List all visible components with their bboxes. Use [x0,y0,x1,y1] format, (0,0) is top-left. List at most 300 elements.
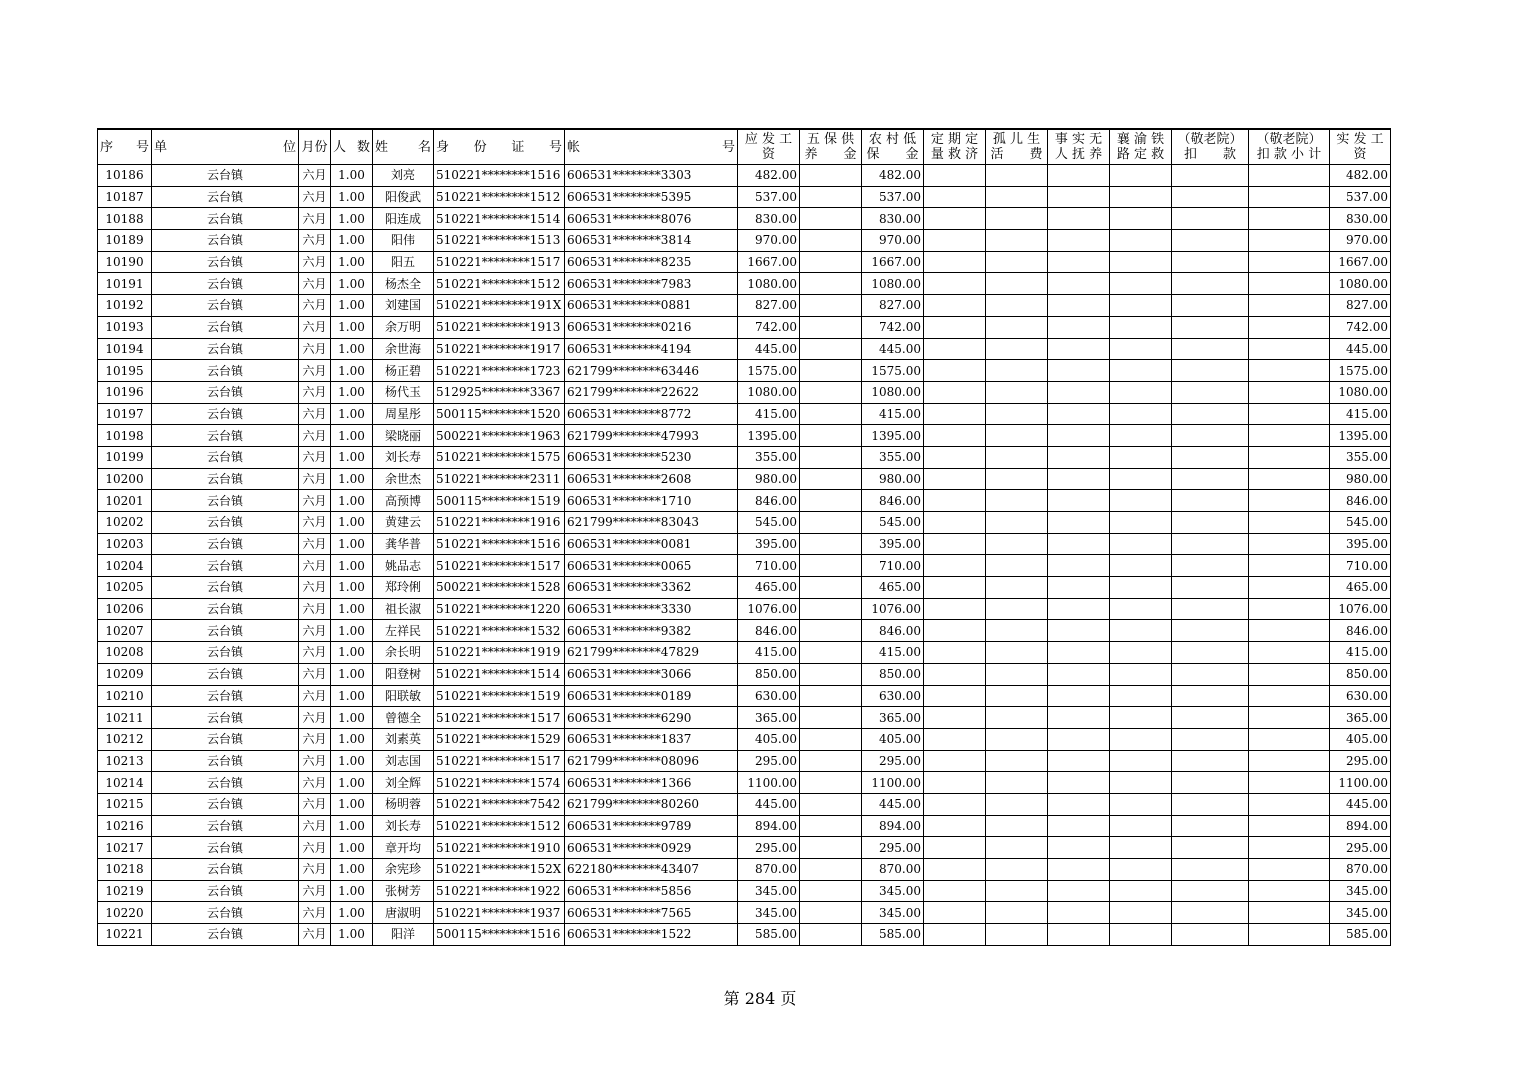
cell-unit: 云台镇 [152,425,299,447]
cell-count: 1.00 [331,772,373,794]
cell-deduction-subtotal [1249,316,1330,338]
cell-gross-pay: 445.00 [738,793,800,815]
cell-relief [924,728,986,750]
cell-deduction-subtotal [1249,728,1330,750]
cell-relief [924,750,986,772]
table-row [98,772,1391,794]
cell-id: 510221********1514 [434,208,565,230]
table-row [98,555,1391,577]
cell-relief [924,685,986,707]
cell-month: 六月 [299,728,331,750]
cell-dibao: 445.00 [862,338,924,360]
cell-wubao [800,251,862,273]
cell-id: 510221********1517 [434,251,565,273]
cell-month: 六月 [299,273,331,295]
cell-id: 510221********1919 [434,642,565,664]
cell-seq: 10212 [98,728,152,750]
cell-deduction-subtotal [1249,620,1330,642]
cell-deduction-subtotal [1249,273,1330,295]
cell-gross-pay: 1395.00 [738,425,800,447]
cell-month: 六月 [299,186,331,208]
cell-month: 六月 [299,642,331,664]
cell-relief [924,425,986,447]
cell-railway [1110,403,1172,425]
cell-wubao [800,685,862,707]
cell-unit: 云台镇 [152,924,299,946]
cell-seq: 10216 [98,815,152,837]
cell-orphan [986,577,1048,599]
cell-deduction-subtotal [1249,165,1330,187]
cell-deduction [1172,837,1249,859]
cell-name: 阳连成 [373,208,434,230]
cell-name: 周星彤 [373,403,434,425]
cell-gross-pay: 850.00 [738,663,800,685]
cell-account: 606531********3362 [565,577,738,599]
cell-relief [924,620,986,642]
cell-seq: 10205 [98,577,152,599]
cell-unit: 云台镇 [152,230,299,252]
cell-month: 六月 [299,230,331,252]
cell-id: 510221********1937 [434,902,565,924]
cell-unsupported [1048,490,1110,512]
table-row [98,663,1391,685]
cell-net-pay: 295.00 [1330,750,1391,772]
cell-name: 余世海 [373,338,434,360]
cell-wubao [800,555,862,577]
cell-railway [1110,815,1172,837]
cell-gross-pay: 482.00 [738,165,800,187]
cell-account: 606531********7983 [565,273,738,295]
cell-wubao [800,707,862,729]
col-header-net-pay [1330,129,1391,165]
cell-net-pay: 1080.00 [1330,273,1391,295]
cell-seq: 10190 [98,251,152,273]
cell-dibao: 1076.00 [862,598,924,620]
cell-month: 六月 [299,468,331,490]
cell-id: 510221********1723 [434,360,565,382]
cell-orphan [986,446,1048,468]
cell-id: 510221********1529 [434,728,565,750]
page-number: 第 284 页 [723,989,797,1008]
cell-unit: 云台镇 [152,512,299,534]
cell-unsupported [1048,186,1110,208]
cell-account: 606531********2608 [565,468,738,490]
cell-dibao: 585.00 [862,924,924,946]
cell-unit: 云台镇 [152,837,299,859]
col-header-orphan [986,129,1048,165]
cell-deduction [1172,230,1249,252]
cell-deduction [1172,685,1249,707]
cell-deduction [1172,598,1249,620]
cell-seq: 10192 [98,295,152,317]
cell-id: 510221********1513 [434,230,565,252]
cell-deduction-subtotal [1249,577,1330,599]
table-row [98,381,1391,403]
cell-gross-pay: 365.00 [738,707,800,729]
cell-deduction [1172,728,1249,750]
cell-count: 1.00 [331,425,373,447]
col-header-unsupported-label: 事 实 无 人 抚 养 [1054,132,1103,162]
cell-id: 510221********152X [434,859,565,881]
cell-gross-pay: 537.00 [738,186,800,208]
cell-id: 510221********7542 [434,793,565,815]
col-header-name [373,129,434,165]
cell-wubao [800,837,862,859]
cell-dibao: 1080.00 [862,381,924,403]
cell-unit: 云台镇 [152,859,299,881]
cell-relief [924,555,986,577]
cell-count: 1.00 [331,208,373,230]
cell-count: 1.00 [331,815,373,837]
cell-count: 1.00 [331,360,373,382]
cell-railway [1110,273,1172,295]
cell-wubao [800,859,862,881]
cell-id: 510221********1922 [434,880,565,902]
cell-id: 510221********1516 [434,533,565,555]
cell-wubao [800,446,862,468]
cell-month: 六月 [299,533,331,555]
cell-unsupported [1048,728,1110,750]
table-row [98,642,1391,664]
cell-id: 510221********1514 [434,663,565,685]
cell-relief [924,381,986,403]
cell-railway [1110,685,1172,707]
cell-orphan [986,750,1048,772]
cell-name: 阳联敏 [373,685,434,707]
cell-net-pay: 846.00 [1330,490,1391,512]
table-row [98,837,1391,859]
cell-count: 1.00 [331,577,373,599]
cell-gross-pay: 1100.00 [738,772,800,794]
cell-deduction [1172,663,1249,685]
cell-gross-pay: 870.00 [738,859,800,881]
cell-name: 祖长淑 [373,598,434,620]
cell-account: 606531********8772 [565,403,738,425]
cell-name: 阳洋 [373,924,434,946]
cell-id: 510221********191X [434,295,565,317]
cell-wubao [800,902,862,924]
cell-gross-pay: 345.00 [738,902,800,924]
cell-deduction [1172,859,1249,881]
cell-deduction [1172,512,1249,534]
cell-unit: 云台镇 [152,663,299,685]
col-header-month-label: 月份 [301,139,328,155]
col-header-dibao [862,129,924,165]
cell-orphan [986,490,1048,512]
cell-net-pay: 415.00 [1330,403,1391,425]
cell-unsupported [1048,642,1110,664]
cell-net-pay: 545.00 [1330,512,1391,534]
cell-wubao [800,512,862,534]
cell-net-pay: 846.00 [1330,620,1391,642]
cell-unit: 云台镇 [152,620,299,642]
table-row [98,512,1391,534]
col-header-gross-pay [738,129,800,165]
cell-net-pay: 1395.00 [1330,425,1391,447]
cell-railway [1110,707,1172,729]
cell-relief [924,533,986,555]
cell-account: 606531********9382 [565,620,738,642]
cell-net-pay: 850.00 [1330,663,1391,685]
cell-name: 余长明 [373,642,434,664]
cell-dibao: 630.00 [862,685,924,707]
cell-count: 1.00 [331,707,373,729]
cell-gross-pay: 830.00 [738,208,800,230]
cell-unsupported [1048,793,1110,815]
cell-month: 六月 [299,880,331,902]
cell-name: 阳伟 [373,230,434,252]
table-row [98,707,1391,729]
cell-account: 606531********0081 [565,533,738,555]
cell-gross-pay: 415.00 [738,403,800,425]
cell-dibao: 846.00 [862,490,924,512]
cell-gross-pay: 970.00 [738,230,800,252]
cell-name: 黄建云 [373,512,434,534]
cell-relief [924,468,986,490]
cell-gross-pay: 742.00 [738,316,800,338]
cell-name: 张树芳 [373,880,434,902]
cell-name: 阳五 [373,251,434,273]
cell-orphan [986,620,1048,642]
cell-unsupported [1048,230,1110,252]
cell-orphan [986,468,1048,490]
cell-seq: 10218 [98,859,152,881]
cell-deduction [1172,468,1249,490]
cell-railway [1110,577,1172,599]
cell-account: 621799********63446 [565,360,738,382]
cell-deduction-subtotal [1249,338,1330,360]
cell-unit: 云台镇 [152,208,299,230]
col-header-unsupported [1048,129,1110,165]
cell-account: 606531********5230 [565,446,738,468]
cell-wubao [800,425,862,447]
cell-count: 1.00 [331,793,373,815]
cell-count: 1.00 [331,837,373,859]
cell-name: 刘志国 [373,750,434,772]
table-row [98,859,1391,881]
cell-deduction [1172,273,1249,295]
cell-deduction-subtotal [1249,381,1330,403]
cell-orphan [986,316,1048,338]
cell-deduction [1172,620,1249,642]
cell-unsupported [1048,880,1110,902]
cell-id: 510221********1917 [434,338,565,360]
cell-orphan [986,555,1048,577]
cell-deduction [1172,165,1249,187]
col-header-count [331,129,373,165]
cell-deduction-subtotal [1249,446,1330,468]
cell-net-pay: 827.00 [1330,295,1391,317]
cell-orphan [986,295,1048,317]
cell-unit: 云台镇 [152,577,299,599]
cell-seq: 10221 [98,924,152,946]
cell-railway [1110,512,1172,534]
cell-deduction-subtotal [1249,425,1330,447]
cell-railway [1110,837,1172,859]
cell-dibao: 710.00 [862,555,924,577]
cell-relief [924,230,986,252]
cell-railway [1110,793,1172,815]
cell-railway [1110,859,1172,881]
cell-relief [924,815,986,837]
cell-seq: 10217 [98,837,152,859]
cell-dibao: 465.00 [862,577,924,599]
cell-name: 刘长寿 [373,815,434,837]
col-header-deduction-subtotal [1249,129,1330,165]
table-row [98,208,1391,230]
cell-account: 606531********0929 [565,837,738,859]
col-header-deduction-subtotal-label: （敬老院） 扣 款 小 计 [1256,132,1322,162]
cell-relief [924,446,986,468]
cell-unit: 云台镇 [152,598,299,620]
col-header-id-label: 身 份 证 号 [436,139,562,155]
cell-deduction [1172,924,1249,946]
cell-deduction-subtotal [1249,360,1330,382]
cell-wubao [800,208,862,230]
cell-month: 六月 [299,772,331,794]
cell-seq: 10204 [98,555,152,577]
cell-seq: 10188 [98,208,152,230]
cell-gross-pay: 1575.00 [738,360,800,382]
cell-month: 六月 [299,663,331,685]
cell-seq: 10202 [98,512,152,534]
table-row [98,902,1391,924]
cell-relief [924,295,986,317]
cell-wubao [800,815,862,837]
cell-seq: 10219 [98,880,152,902]
col-header-unit [152,129,299,165]
cell-unsupported [1048,360,1110,382]
cell-deduction-subtotal [1249,793,1330,815]
cell-name: 余世杰 [373,468,434,490]
cell-unit: 云台镇 [152,685,299,707]
col-header-railway-label: 襄 渝 铁 路 定 救 [1116,132,1165,162]
cell-month: 六月 [299,598,331,620]
col-header-seq-label: 序 号 [100,139,149,155]
cell-deduction-subtotal [1249,642,1330,664]
cell-net-pay: 465.00 [1330,577,1391,599]
cell-month: 六月 [299,295,331,317]
cell-railway [1110,230,1172,252]
cell-orphan [986,598,1048,620]
cell-wubao [800,533,862,555]
cell-deduction-subtotal [1249,750,1330,772]
cell-id: 510221********1519 [434,685,565,707]
col-header-net-pay-label: 实 发 工 资 [1336,132,1384,162]
cell-railway [1110,468,1172,490]
cell-unit: 云台镇 [152,295,299,317]
cell-account: 621799********47993 [565,425,738,447]
cell-count: 1.00 [331,512,373,534]
cell-account: 621799********47829 [565,642,738,664]
cell-deduction-subtotal [1249,468,1330,490]
col-header-id [434,129,565,165]
cell-unsupported [1048,273,1110,295]
cell-orphan [986,793,1048,815]
cell-seq: 10197 [98,403,152,425]
cell-account: 606531********4194 [565,338,738,360]
cell-relief [924,512,986,534]
cell-railway [1110,663,1172,685]
cell-railway [1110,598,1172,620]
cell-unit: 云台镇 [152,251,299,273]
cell-seq: 10210 [98,685,152,707]
cell-deduction-subtotal [1249,230,1330,252]
table-row [98,815,1391,837]
cell-relief [924,707,986,729]
cell-dibao: 1080.00 [862,273,924,295]
cell-net-pay: 742.00 [1330,316,1391,338]
cell-relief [924,663,986,685]
cell-month: 六月 [299,750,331,772]
cell-railway [1110,902,1172,924]
cell-deduction [1172,446,1249,468]
cell-month: 六月 [299,208,331,230]
cell-orphan [986,685,1048,707]
cell-id: 510221********1220 [434,598,565,620]
cell-count: 1.00 [331,663,373,685]
cell-name: 梁晓丽 [373,425,434,447]
cell-net-pay: 355.00 [1330,446,1391,468]
cell-deduction [1172,186,1249,208]
cell-id: 510221********1512 [434,273,565,295]
cell-month: 六月 [299,924,331,946]
cell-count: 1.00 [331,555,373,577]
cell-orphan [986,663,1048,685]
cell-gross-pay: 405.00 [738,728,800,750]
cell-unsupported [1048,425,1110,447]
cell-deduction [1172,295,1249,317]
cell-relief [924,793,986,815]
cell-wubao [800,642,862,664]
cell-wubao [800,663,862,685]
cell-railway [1110,208,1172,230]
cell-month: 六月 [299,403,331,425]
cell-dibao: 445.00 [862,793,924,815]
cell-id: 510221********1512 [434,186,565,208]
cell-deduction [1172,707,1249,729]
cell-net-pay: 345.00 [1330,880,1391,902]
cell-wubao [800,880,862,902]
cell-unit: 云台镇 [152,360,299,382]
cell-seq: 10194 [98,338,152,360]
cell-net-pay: 630.00 [1330,685,1391,707]
col-header-wubao [800,129,862,165]
col-header-relief-label: 定 期 定 量 救 济 [930,132,979,162]
cell-account: 606531********0881 [565,295,738,317]
cell-count: 1.00 [331,338,373,360]
cell-net-pay: 482.00 [1330,165,1391,187]
table-row [98,793,1391,815]
cell-id: 510221********1913 [434,316,565,338]
cell-unsupported [1048,815,1110,837]
col-header-orphan-label: 孤 儿 生 活 费 [990,132,1043,162]
cell-deduction [1172,360,1249,382]
cell-relief [924,251,986,273]
cell-deduction-subtotal [1249,837,1330,859]
cell-dibao: 1667.00 [862,251,924,273]
cell-net-pay: 894.00 [1330,815,1391,837]
cell-railway [1110,316,1172,338]
cell-month: 六月 [299,360,331,382]
cell-name: 曾德全 [373,707,434,729]
cell-relief [924,316,986,338]
cell-count: 1.00 [331,750,373,772]
cell-deduction [1172,208,1249,230]
cell-id: 510221********1516 [434,165,565,187]
cell-deduction [1172,555,1249,577]
cell-deduction-subtotal [1249,924,1330,946]
